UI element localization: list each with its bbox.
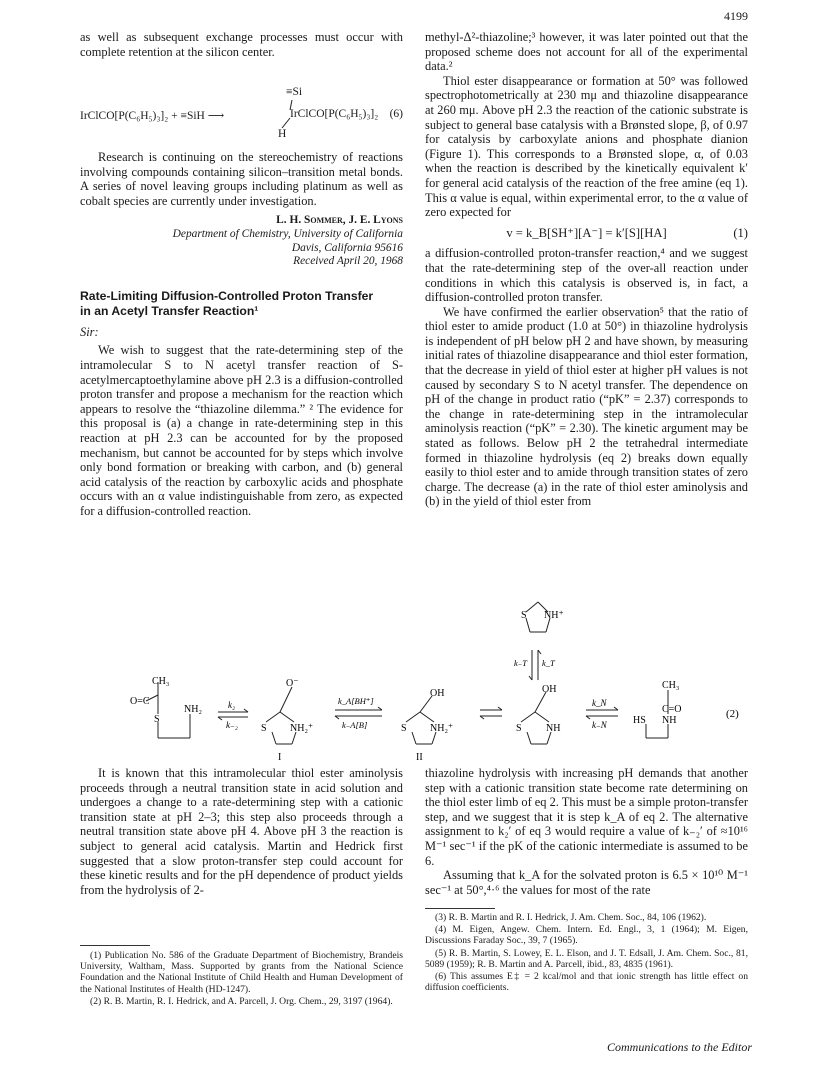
left-column-bottom bbox=[80, 766, 403, 897]
author-names: L. H. Sommer, J. E. Lyons bbox=[276, 214, 403, 227]
diffusion-paragraph: a diffusion-controlled proton-transfer reaction,⁴ and we suggest that the rate-determining step of the over-all reaction under conditions in which this catalysis is observed is, in fact, a diffusion-controlled proton transfer. bbox=[425, 246, 748, 305]
author-city: Davis, California 95616 bbox=[291, 241, 403, 254]
scheme-ka-top: k_A[BH⁺] bbox=[338, 696, 374, 706]
equation-1 bbox=[425, 226, 748, 241]
eq1-text: v = k_B[SH⁺][A⁻] = k′[S][HA] bbox=[506, 225, 667, 240]
scheme-ka-bot: k₋A[B] bbox=[342, 720, 368, 730]
footnotes-right bbox=[425, 912, 748, 994]
salutation: Sir: bbox=[80, 324, 99, 339]
wish-paragraph: We wish to suggest that the rate-determining step of the intramolecular S to N acetyl transfer reaction of S-acetylmercaptoethylamine above pH 2.3 is a diffusion-controlled proton transfer and propose a mechanism for the reaction which appears to resolve the “thiazoline dilemma.” ² The evidence for this proposal is (a) a change in rate-determining step in this reaction at pH 2.3 can be accounted for by the proposed mechanism, but cannot be accounted for by steps which involve only bond formation or breaking with carbon, and (b) general acid catalysis of the reaction by carboxylic acids and phosphate occurs with an α value indistinguishable from zero, as expected for a diffusion-controlled reaction. bbox=[80, 343, 403, 518]
scheme-o-minus: O⁻ bbox=[286, 678, 299, 689]
scheme-kmn: k₋N bbox=[592, 720, 607, 730]
scheme-nh2-plus-2: NH₂⁺ bbox=[430, 723, 454, 734]
scheme-thiaz-nh: NH⁺ bbox=[544, 610, 564, 621]
footnote-rule-left bbox=[80, 945, 150, 946]
left-column-top bbox=[80, 30, 403, 59]
scheme-s3: S bbox=[401, 723, 407, 734]
footnote-2: (2) R. B. Martin, R. I. Hedrick, and A. Parcell, J. Org. Chem., 29, 3197 (1964). bbox=[90, 995, 393, 1007]
thiazoline-paragraph: thiazoline hydrolysis with increasing pH demands that another step with a cationic transition state become rate determining on the thiol ester limb of eq 2. This must be a simple proton-transfer step, and we suggest that it is step k_A of eq 2. The alternative assignment to k₂′ of eq 3 would require a value of k₋₂′ of ≈10¹⁶ M⁻¹ sec⁻¹ if the pK of the cationic intermediate is assumed to be 6. bbox=[425, 766, 748, 868]
scheme-hs: HS bbox=[633, 715, 646, 726]
scheme-co: C=O bbox=[662, 704, 682, 715]
footnote-5: (5) R. B. Martin, S. Lowey, E. L. Elson, and J. T. Edsall, J. Am. Chem. Soc., 81, 5089 (1959); R. B. Martin and A. Parcell, ibid., 83, 4835 (1961). bbox=[425, 947, 748, 970]
thiol-paragraph: Thiol ester disappearance or formation at 50° was followed spectrophotometrically at 230 mμ and thiazoline disappearance at 260 mμ. Above pH 2.3 the reaction of the cationic substrate is subject to general base catalysis with a Brønsted slope, β, of 0.97 for catalysis by carboxylate anions and phosphate dianion (Figure 1). This corresponds to a Brønsted slope, α, of 0.03 when the reaction is described by the kinetically equivalent k′ for general acid catalysis of the reaction of the free amine (eq 1). This α value is equal, within experimental error, to the α value of zero expected for bbox=[425, 73, 748, 220]
eq6-si: ≡Si bbox=[286, 86, 303, 98]
confirmed-paragraph: We have confirmed the earlier observation⁵ that the ratio of thiol ester to amide product (1.0 at 50°) in thiazoline hydrolysis is independent of pH below pH 2 and have shown, by measuring initial rates of thiazoline disappearance and thiol ester formation, that the decrease in yield of thiol ester at higher pH values is not caused by secondary S to N acetyl transfer. The dependence on pH of the change in product ratio (“pK” = 2.37) corresponds to the change in rate-determining step in the intramolecular aminolysis reaction (“pK” = 2.30). The kinetic argument may be stated as follows. Below pH 2 the tetrahedral intermediate formed in thiazoline hydrolysis (eq 2) breaks down equally easily to thiol ester and to amide through transition states of zero charge. The decrease (a) in the rate of thiol ester aminolysis and (b) in the yield of thiol ester from bbox=[425, 304, 748, 509]
scheme-oc: O=C bbox=[130, 696, 150, 707]
author-dept: Department of Chemistry, University of California bbox=[172, 227, 403, 240]
reaction-scheme-2 bbox=[80, 592, 748, 762]
scheme-s1: S bbox=[154, 714, 160, 725]
right-column-bottom bbox=[425, 766, 748, 897]
eq6-bonds bbox=[276, 94, 296, 134]
scheme-nh-1: NH bbox=[546, 723, 561, 734]
eq6-right: IrClCO[P(C₆H₅)₃]₂ bbox=[290, 108, 379, 120]
title-line-2: in an Acetyl Transfer Reaction¹ bbox=[80, 303, 259, 318]
title-line-1: Rate-Limiting Diffusion-Controlled Proton Transfer bbox=[80, 288, 374, 303]
scheme-oh-2: OH bbox=[542, 684, 557, 695]
intro-paragraph: as well as subsequent exchange processes must occur with complete retention at the silicon center. bbox=[80, 30, 403, 59]
scheme-nh-2: NH bbox=[662, 715, 677, 726]
scheme-nh2-1: NH₂ bbox=[184, 704, 202, 715]
methyl-paragraph: methyl-Δ²-thiazoline;³ however, it was later pointed out that the proposed scheme does not account for all of the experimental data.² bbox=[425, 30, 748, 74]
scheme-kn: k_N bbox=[592, 698, 607, 708]
eq6-h: H bbox=[278, 128, 287, 140]
footnote-6: (6) This assumes E‡ = 2 kcal/mol and that ionic strength has little effect on diffusion coefficients. bbox=[425, 971, 748, 994]
journal-section-footer: Communications to the Editor bbox=[607, 1040, 752, 1054]
article-title bbox=[80, 289, 403, 319]
equation-6 bbox=[80, 86, 403, 142]
scheme-kt: k_T bbox=[542, 658, 555, 668]
scheme-k2: k₂ bbox=[228, 700, 236, 710]
research-paragraph: Research is continuing on the stereochemistry of reactions involving compounds containing silicon–transition metal bonds. A series of novel leaving groups including platinum as well as cobalt species are currently under investigation. bbox=[80, 150, 403, 208]
scheme-label-I: I bbox=[278, 752, 282, 762]
scheme-label-II: II bbox=[416, 752, 423, 762]
scheme-ch3-2: CH₃ bbox=[662, 680, 680, 691]
right-column-top bbox=[425, 30, 748, 509]
scheme-s2: S bbox=[261, 723, 267, 734]
received-date: Received April 20, 1968 bbox=[293, 255, 403, 268]
scheme-km2: k₋₂ bbox=[226, 720, 238, 730]
eq6-left: IrClCO[P(C₆H₅)₃]₂ + ≡SiH ⟶ bbox=[80, 110, 225, 122]
eq1-number: (1) bbox=[733, 225, 748, 240]
left-column-mid bbox=[80, 150, 403, 518]
scheme-nh2-plus: NH₂⁺ bbox=[290, 723, 314, 734]
scheme-drawing bbox=[80, 592, 748, 762]
footnotes-left bbox=[80, 950, 403, 1008]
scheme-s5: S bbox=[521, 610, 527, 621]
eq6-number: (6) bbox=[389, 108, 403, 120]
scheme-s4: S bbox=[516, 723, 522, 734]
known-paragraph: It is known that this intramolecular thiol ester aminolysis proceeds through a neutral transition state in acid solution and undergoes a change to a rate-determining step with a cationic transition state at pH 2–3; this step also proceeds through a neutral transition state above pH 4. Above pH 3 the reaction is subject to general acid catalysis. Martin and Hedrick first suggested that a slow proton-transfer step could account for these kinetic results and for the pH dependence of product yields from the hydrolysis of 2- bbox=[80, 766, 403, 897]
signature-block bbox=[80, 214, 403, 268]
scheme-ch3: CH₃ bbox=[152, 676, 170, 687]
page-number: 4199 bbox=[724, 9, 748, 23]
footnote-3: (3) R. B. Martin and R. I. Hedrick, J. Am. Chem. Soc., 84, 106 (1962). bbox=[435, 912, 707, 923]
scheme-eq-number: (2) bbox=[726, 708, 739, 720]
footnote-1: (1) Publication No. 586 of the Graduate Department of Biochemistry, Brandeis University, Waltham, Mass. Supported by grants from the National Science Foundation and the National Institute of Child Health and Human Development of the National Institutes of Health (HD-1247). bbox=[80, 950, 403, 995]
scheme-kmt: k₋T bbox=[514, 658, 527, 668]
scheme-oh-1: OH bbox=[430, 688, 445, 699]
footnote-4: (4) M. Eigen, Angew. Chem. Intern. Ed. Engl., 3, 1 (1964); M. Eigen, Discussions Faraday Soc., 39, 7 (1965). bbox=[425, 924, 748, 947]
assuming-paragraph: Assuming that k_A for the solvated proton is 6.5 × 10¹⁰ M⁻¹ sec⁻¹ at 50°,⁴·⁶ the values for most of the rate bbox=[425, 868, 748, 897]
footnote-rule-right bbox=[425, 908, 495, 909]
